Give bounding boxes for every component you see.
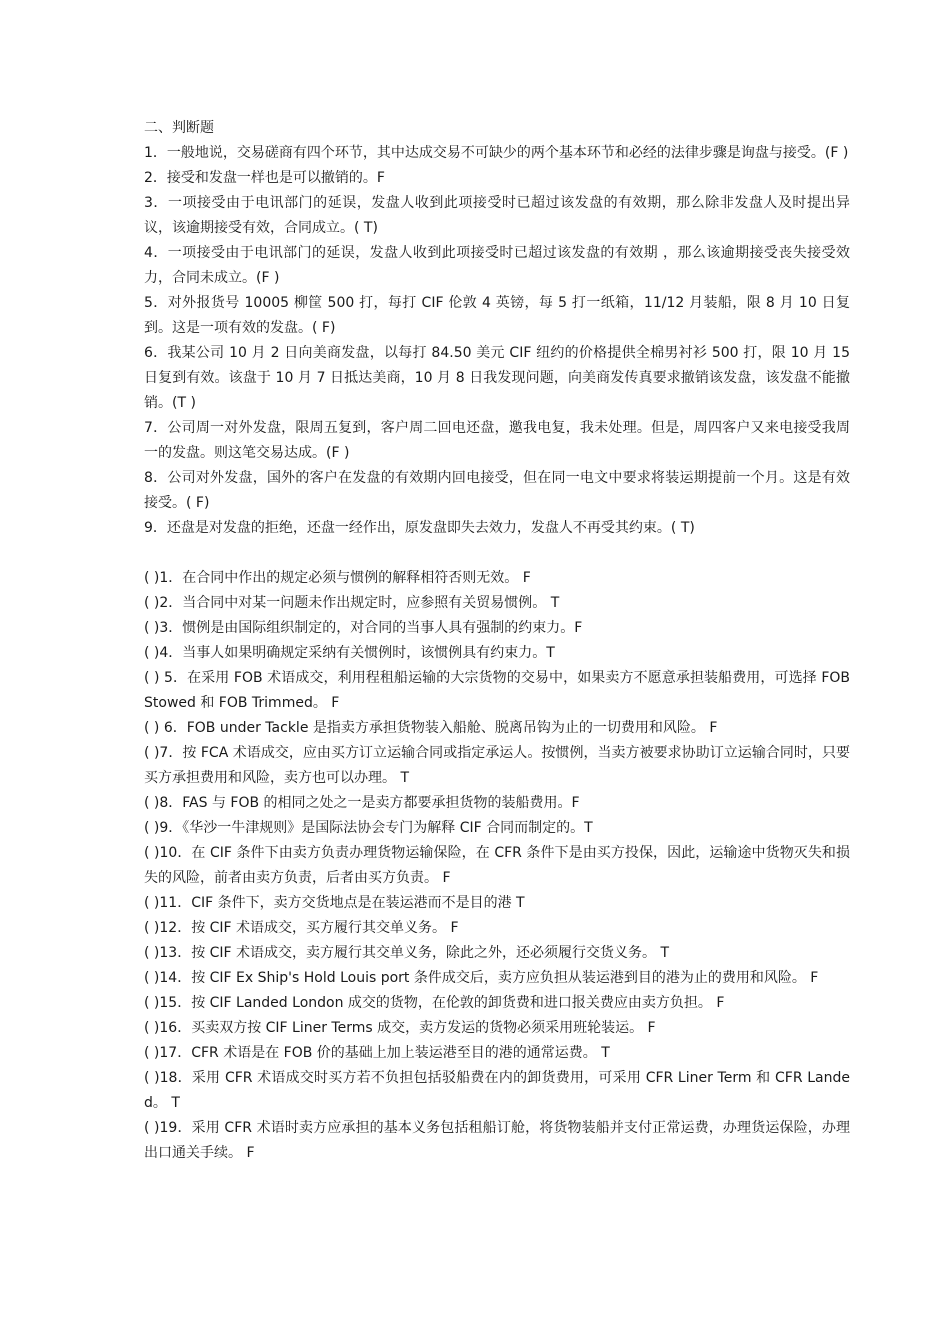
question-item: ( )2．当合同中对某一问题未作出规定时，应参照有关贸易惯例。 T [144, 595, 560, 611]
question-item: ( )13．按 CIF 术语成交，卖方履行其交单义务，除此之外，还必须履行交货义务。 T [144, 945, 670, 961]
question-item: ( )14．按 CIF Ex Ship's Hold Louis port 条件成交后，卖方应负担从装运港到目的港为止的费用和风险。 F [144, 970, 819, 986]
question-item: ( )17．CFR 术语是在 FOB 价的基础上加上装运港至目的港的通常运费。 T [144, 1045, 610, 1061]
question-list-part1 [144, 141, 850, 541]
question-item: ( )9．《华沙一牛津规则》是国际法协会专门为解释 CIF 合同而制定的。T [144, 820, 593, 836]
question-item: 7．公司周一对外发盘，限周五复到，客户周二回电还盘，邀我电复，我未处理。但是，周四客户又来电接受我周一的发盘。则这笔交易达成。(F ) [144, 420, 850, 461]
question-item: ( )1．在合同中作出的规定必须与惯例的解释相符否则无效。 F [144, 570, 531, 586]
question-item: ( )15．按 CIF Landed London 成交的货物，在伦敦的卸货费和进口报关费应由卖方负担。 F [144, 995, 725, 1011]
question-item: ( )19．采用 CFR 术语时卖方应承担的基本义务包括租船订舱，将货物装船并支付正常运费，办理货运保险，办理出口通关手续。 F [144, 1120, 850, 1161]
question-item: ( )18．采用 CFR 术语成交时买方若不负担包括驳船费在内的卸货费用，可采用 CFR Liner Term 和 CFR Landed。 T [144, 1070, 850, 1111]
blank-line [144, 541, 850, 566]
question-item: 4．一项接受由于电讯部门的延误，发盘人收到此项接受时已超过该发盘的有效期 ，那么该逾期接受丧失接受效力，合同未成立。(F ) [144, 245, 850, 286]
question-item: ( )7．按 FCA 术语成交，应由买方订立运输合同或指定承运人。按惯例，当卖方被要求协助订立运输合同时，只要买方承担费用和风险，卖方也可以办理。 T [144, 745, 850, 786]
section-title: 二、判断题 [144, 120, 214, 136]
question-item: ( )12．按 CIF 术语成交，买方履行其交单义务。 F [144, 920, 459, 936]
question-item: ( )16．买卖双方按 CIF Liner Terms 成交，卖方发运的货物必须采用班轮装运。 F [144, 1020, 656, 1036]
question-item: 1．一般地说，交易磋商有四个环节，其中达成交易不可缺少的两个基本环节和必经的法律步骤是询盘与接受。(F ) [144, 145, 849, 161]
question-item: ( )8．FAS 与 FOB 的相同之处之一是卖方都要承担货物的装船费用。F [144, 795, 580, 811]
question-item: ( )4．当事人如果明确规定采纳有关惯例时，该惯例具有约束力。T [144, 645, 555, 661]
question-item: 6．我某公司 10 月 2 日向美商发盘，以每打 84.50 美元 CIF 纽约的价格提供全棉男衬衫 500 打，限 10 月 15 日复到有效。该盘于 10 月 7 日抵达美商，10 月 8 日我发现问题，向美商发传真要求撤销该发盘，该发盘不能撤销。(T ) [144, 345, 850, 411]
question-item: ( )11．CIF 条件下，卖方交货地点是在装运港而不是目的港 T [144, 895, 525, 911]
question-item: ( )3．惯例是由国际组织制定的，对合同的当事人具有强制的约束力。F [144, 620, 583, 636]
question-item: 9．还盘是对发盘的拒绝，还盘一经作出，原发盘即失去效力，发盘人不再受其约束。( T) [144, 520, 695, 536]
question-item: ( ) 6．FOB under Tackle 是指卖方承担货物装入船舱、脱离吊钩为止的一切费用和风险。 F [144, 720, 718, 736]
question-list-part2 [144, 566, 850, 1166]
question-item: 5．对外报货号 10005 柳筐 500 打，每打 CIF 伦敦 4 英镑，每 5 打一纸箱，11/12 月装船，限 8 月 10 日复到。这是一项有效的发盘。( F) [144, 295, 850, 336]
document-page [144, 116, 850, 1166]
question-item: ( )10．在 CIF 条件下由卖方负责办理货物运输保险，在 CFR 条件下是由买方投保，因此，运输途中货物灭失和损失的风险，前者由卖方负责，后者由买方负责。 F [144, 845, 850, 886]
question-item: 8．公司对外发盘，国外的客户在发盘的有效期内回电接受，但在同一电文中要求将装运期提前一个月。这是有效接受。( F) [144, 470, 850, 511]
question-item: 2．接受和发盘一样也是可以撤销的。F [144, 170, 385, 186]
question-item: 3．一项接受由于电讯部门的延误，发盘人收到此项接受时已超过该发盘的有效期，那么除非发盘人及时提出异议，该逾期接受有效，合同成立。( T) [144, 195, 850, 236]
question-item: ( ) 5．在采用 FOB 术语成交，利用程租船运输的大宗货物的交易中，如果卖方不愿意承担装船费用，可选择 FOB Stowed 和 FOB Trimmed。 F [144, 670, 850, 711]
